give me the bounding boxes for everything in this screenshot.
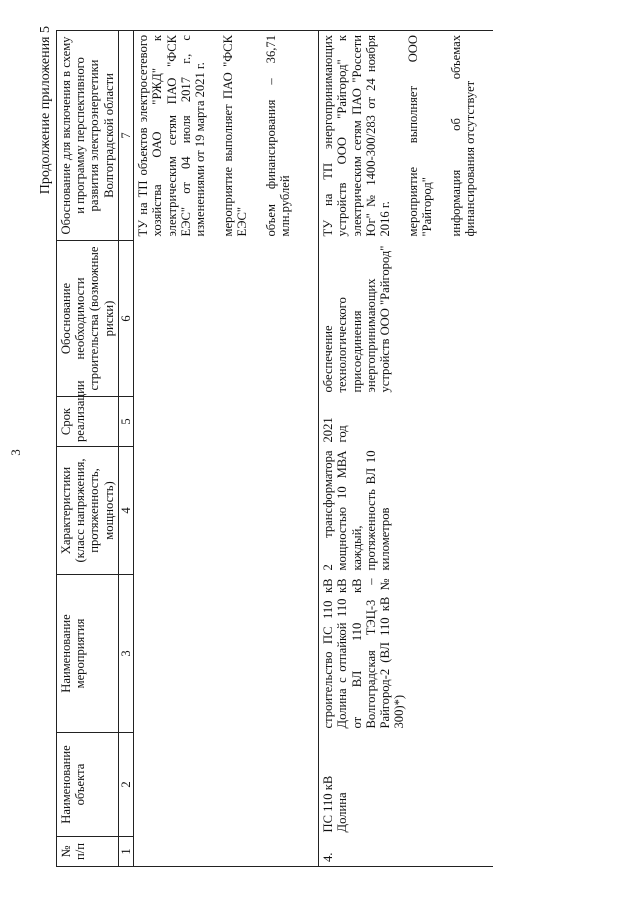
justification-paragraph: мероприятие выполняет ПАО "ФСК ЕЭС" (221, 35, 250, 237)
justification-paragraph: объем финансирования – 36,71 млн.рублей (263, 35, 292, 237)
row-object: ПС 110 кВ Долина (319, 733, 493, 837)
measures-table (56, 30, 493, 867)
row-measure: строительство ПС 110 кВ Долина с отпайкой 110 кВ от ВЛ 110 кВ Волгоградская ТЭЦ-3 – Райгород-2 (ВЛ 110 кВ № 300)*) (319, 575, 493, 733)
column-header-term: Срок реализации (57, 397, 119, 447)
row-necessity: обеспечение технологического присоединения энергопринимающих устройств ООО "Райгород" (319, 241, 493, 397)
column-index-row (118, 31, 133, 867)
row-number: 4. (319, 837, 493, 867)
column-index: 4 (118, 447, 133, 575)
column-header-necessity: Обоснование необходимости строительства (возможные риски) (57, 241, 119, 397)
row-justification-cell (319, 31, 493, 241)
table-row (319, 31, 493, 867)
column-index: 1 (118, 837, 133, 867)
justification-paragraph: мероприятие выполняет ООО "Райгород" (406, 35, 435, 237)
table-header-row (57, 31, 119, 867)
column-header-characteristics: Характеристики (класс напряжения, протяженность, мощность) (57, 447, 119, 575)
column-index: 3 (118, 575, 133, 733)
column-header-measure: Наименование мероприятия (57, 575, 119, 733)
row-term: 2021 год (319, 397, 493, 447)
justification-paragraph: ТУ на ТП объектов электросетевого хозяйства ОАО "РЖД" к электрическим сетям ПАО "ФСК ЕЭС" от 04 июля 2017 г., с изменениями от 19 марта 2021 г. (136, 35, 207, 237)
column-header-number: № п/п (57, 837, 119, 867)
column-index: 2 (118, 733, 133, 837)
column-index: 6 (118, 241, 133, 397)
continued-justification-cell (134, 31, 319, 241)
page-number: 3 (8, 449, 23, 456)
column-index: 5 (118, 397, 133, 447)
justification-paragraph: ТУ на ТП энергопринимающих устройств ООО "Райгород" к электрическим сетям ПАО "Россети Юг" № 1400-300/283 от 24 ноября 2016 г. (321, 35, 392, 237)
continued-row (134, 31, 319, 867)
appendix-continuation-label: Продолжение приложения 5 (38, 26, 53, 195)
row-characteristics: 2 трансформатора мощностью 10 МВА каждый, протяженность ВЛ 10 километров (319, 447, 493, 575)
column-header-justification: Обоснование для включения в схему и программу перспективного развития электроэнергетики Волгоградской области (57, 31, 119, 241)
justification-paragraph: информация об объемах финансирования отсутствует (448, 35, 477, 237)
column-header-object: Наименование объекта (57, 733, 119, 837)
column-index: 7 (118, 31, 133, 241)
